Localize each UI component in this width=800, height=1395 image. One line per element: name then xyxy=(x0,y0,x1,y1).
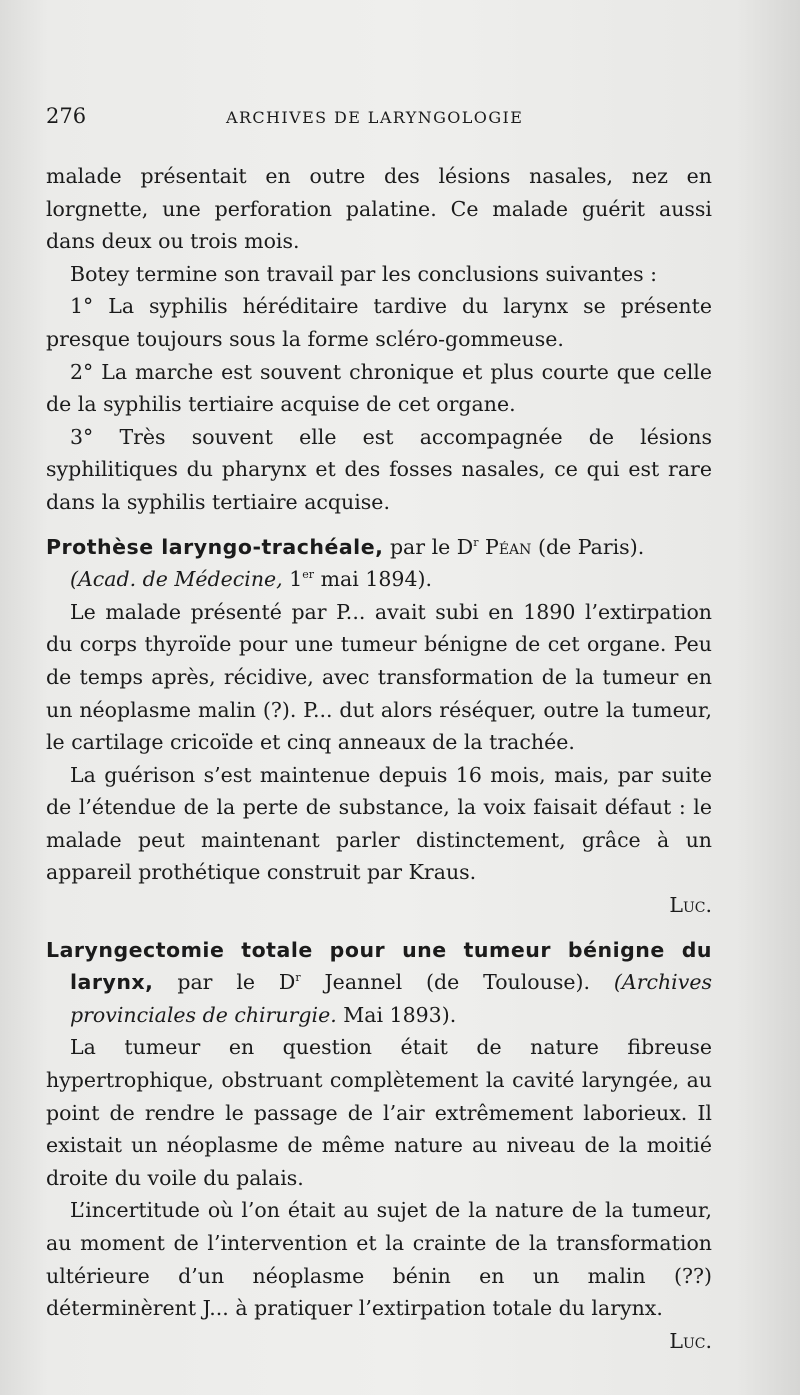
article-paragraph: Le malade présenté par P... avait subi en 1890 l’extirpation du corps thyroïde pour une tumeur bénigne de cet organe. Peu de temps après, récidive, avec transformation de la tumeur en un néoplasme malin (?). P... dut alors réséquer, outre la tumeur, le cartilage cricoïde et cinq anneaux de la trachée. xyxy=(46,599,712,755)
article-paragraph: L’incertitude où l’on était au sujet de la nature de la tumeur, au moment de l’intervention et la crainte de la transformation ultérieure d’un néoplasme bénin en un malin (??) déterminèrent J... à pratiquer l’extirpation totale du larynx. xyxy=(46,1198,712,1321)
source-date-sup: er xyxy=(302,568,315,582)
article-author: Jeannel (de Toulouse). xyxy=(324,970,591,995)
article-author-prefix: par le D xyxy=(177,970,296,995)
running-head: ARCHIVES DE LARYNGOLOGIE xyxy=(226,108,524,127)
source-journal: (Archives provinciales de chirurgie. xyxy=(70,970,712,1027)
article-paragraph: La tumeur en question était de nature fibreuse hypertrophique, obstruant complètement la cavité laryngée, au point de rendre le passage de l’air extrêmement laborieux. Il existait un néoplasme de même nature au niveau de la moitié droite du voile du palais. xyxy=(46,1035,712,1190)
conclusion-1: 1° La syphilis héréditaire tardive du larynx se présente presque toujours sous la forme scléro-gommeuse. xyxy=(46,294,712,351)
article-heading xyxy=(46,934,712,1032)
article-author-prefix: par le D xyxy=(389,534,474,559)
signature-text: Luc. xyxy=(669,893,712,918)
conclusion-2: 2° La marche est souvent chronique et plus courte que celle de la syphilis tertiaire acquise de cet organe. xyxy=(46,359,712,417)
article-author-place: (de Paris). xyxy=(537,534,645,559)
source-date-rest: mai 1894). xyxy=(320,567,433,592)
source-date: Mai 1893). xyxy=(343,1002,457,1027)
article-source xyxy=(70,563,712,596)
article-signature xyxy=(46,889,712,922)
section-gap xyxy=(46,519,712,531)
page-body xyxy=(46,160,712,1357)
article-paragraph: La guérison s’est maintenue depuis 16 mois, mais, par suite de l’étendue de la perte de substance, la voix faisait défaut : le malade peut maintenant parler distinctement, grâce à un appareil prothétique construit par Kraus. xyxy=(46,762,712,885)
section-gap xyxy=(46,922,712,934)
signature-text: Luc. xyxy=(669,1328,712,1353)
conclusion-3: 3° Très souvent elle est accompagnée de lésions syphilitiques du pharynx et des fosses nasales, ce qui est rare dans la syphilis tertiaire acquise. xyxy=(46,424,712,514)
page-number: 276 xyxy=(46,104,87,128)
source-journal: (Acad. de Médecine, xyxy=(70,567,283,592)
page-header xyxy=(46,104,710,136)
author-title-sup: r xyxy=(295,971,301,985)
source-date-day: 1 xyxy=(289,567,303,592)
intro-paragraph: malade présentait en outre des lésions nasales, nez en lorgnette, une perforation palatine. Ce malade guérit aussi dans deux ou trois mois. xyxy=(46,164,712,254)
article-author: Péan xyxy=(485,534,532,559)
conclusions-intro: Botey termine son travail par les conclusions suivantes : xyxy=(70,261,658,286)
article-title: Laryngectomie totale pour une tumeur bénigne du larynx, xyxy=(46,937,712,995)
author-title-sup: r xyxy=(473,535,479,549)
article-signature xyxy=(46,1325,712,1358)
article-heading xyxy=(46,531,712,564)
article-title: Prothèse laryngo-trachéale, xyxy=(46,534,384,559)
